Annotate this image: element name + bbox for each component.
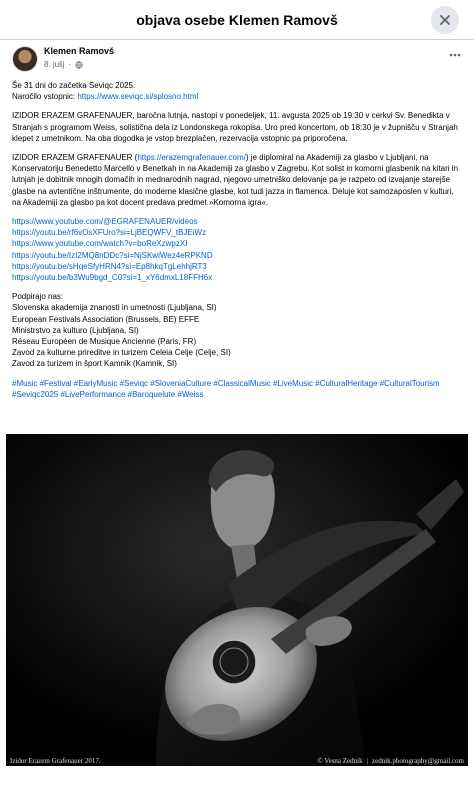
bio-paragraph: IZIDOR ERAZEM GRAFENAUER (https://erazemgrafenauer.com/) je diplomiral na Akademiji za glasbo v Ljubljani, na Konservatoriju Benedetto Marcello v Benetkah in na Akademiji za glasbo v Zagrebu. Kot solist in komorni glasbenik na kitari in lutnjah je dobitnik mnogih domačih in mednarodnih nagrad, njegovo umetniško delovanje pa je razpeto od izvajanje starejše glasbe na avtentične inštrumente, do moderne klasične glasbe, kot tudi jazza in flamenca. Deluje kot samozaposlen v kulturi, na Akademiji za glasbo pa kot docent predava predmet »Komorna igra«. <box>12 153 459 207</box>
video-links <box>12 216 462 283</box>
video-link[interactable]: https://youtu.be/sHqeSfyHRN4?si=Ep8hkqTgLehhjRT3 <box>12 261 207 271</box>
supporter-item: Slovenska akademija znanosti in umetnosti (Ljubljana, SI) <box>12 303 217 313</box>
more-options-icon <box>449 53 461 57</box>
post-text <box>0 76 474 400</box>
post-photo[interactable] <box>6 434 468 766</box>
close-button[interactable] <box>431 6 459 34</box>
dialog-header <box>0 0 474 40</box>
post-header <box>0 40 474 76</box>
video-link[interactable]: https://youtu.be/rf6vOsXFUro?si=LjBEQWFV_tBJEiWz <box>12 228 207 238</box>
supporter-item: Zavod za turizem in šport Kamnik (Kamnik, SI) <box>12 359 177 369</box>
post-date[interactable]: 8. julij <box>44 60 65 69</box>
intro-line: Še 31 dni do začetka Seviqc 2025. <box>12 81 136 90</box>
video-link[interactable]: https://youtu.be/IzI2MQ8nDDc?si=NjSKwiWez4eRPKND <box>12 250 213 260</box>
lutenist-photo-illustration <box>6 434 468 766</box>
more-options-button[interactable] <box>446 48 464 62</box>
supporter-item: Zavod za kulturne prireditve in turizem Celeia Celje (Celje, SI) <box>12 348 231 358</box>
supporter-item: Réseau Européen de Musique Ancienne (Paris, FR) <box>12 337 197 347</box>
hashtags[interactable]: #Music #Festival #EarlyMusic #Seviqc #SloveniaCulture #ClassicalMusic #LiveMusic #CulturalHeritage #CulturalTourism #Seviqc2025 #LivePerformance #Baroquelute #Weiss <box>12 378 440 399</box>
photo-caption-left: Izidor Erazem Grafenauer 2017. <box>10 757 101 765</box>
supporter-item: European Festivals Association (Brussels, BE) EFFE <box>12 314 200 324</box>
concert-paragraph: IZIDOR ERAZEM GRAFENAUER, baročna lutnja, nastopi v ponedeljek, 11. avgusta 2025 ob 19:30 v cerkvi Sv. Benedikta v Stranjah s programom Weiss, solistična dela iz Londonskega rokopisa. Uro pred koncertom, ob 18:30 je v župnišču v Stranjah klepet z umetnikom. Na oba dogodka je vstop brezplačen, rezervacija vstopnic pa priporočena. <box>12 111 458 143</box>
avatar[interactable] <box>12 46 38 72</box>
tickets-label: Naročilo vstopnic: <box>12 92 78 102</box>
supporters-title: Podpirajo nas: <box>12 292 64 302</box>
video-link[interactable]: https://www.youtube.com/@EGRAFENAUER/videos <box>12 217 198 227</box>
tickets-link[interactable]: https://www.seviqc.si/splosno.html <box>77 92 199 102</box>
author-name[interactable]: Klemen Ramovš <box>44 46 115 56</box>
globe-icon <box>75 61 83 69</box>
video-link[interactable]: https://www.youtube.com/watch?v=boReXzwpzXI <box>12 239 188 249</box>
close-icon <box>439 14 451 26</box>
dialog-title: objava osebe Klemen Ramovš <box>136 11 338 28</box>
post-meta: 8. julij · <box>44 59 446 70</box>
website-link[interactable]: https://erazemgrafenauer.com/ <box>137 153 246 163</box>
photo-credit: © Vesna Zednik <box>317 757 363 765</box>
photo-credit-email: zednik.photography@gmail.com <box>372 757 464 765</box>
supporter-item: Ministrstvo za kulturo (Ljubljana, SI) <box>12 325 139 335</box>
video-link[interactable]: https://youtu.be/b3Wu9bgd_C0?si=1_xY6dmxL18FFH6x <box>12 273 213 283</box>
photo-caption: Izidor Erazem Grafenauer 2017. © Vesna Zednik | zednik.photography@gmail.com <box>10 757 464 765</box>
supporters-list <box>12 291 462 369</box>
